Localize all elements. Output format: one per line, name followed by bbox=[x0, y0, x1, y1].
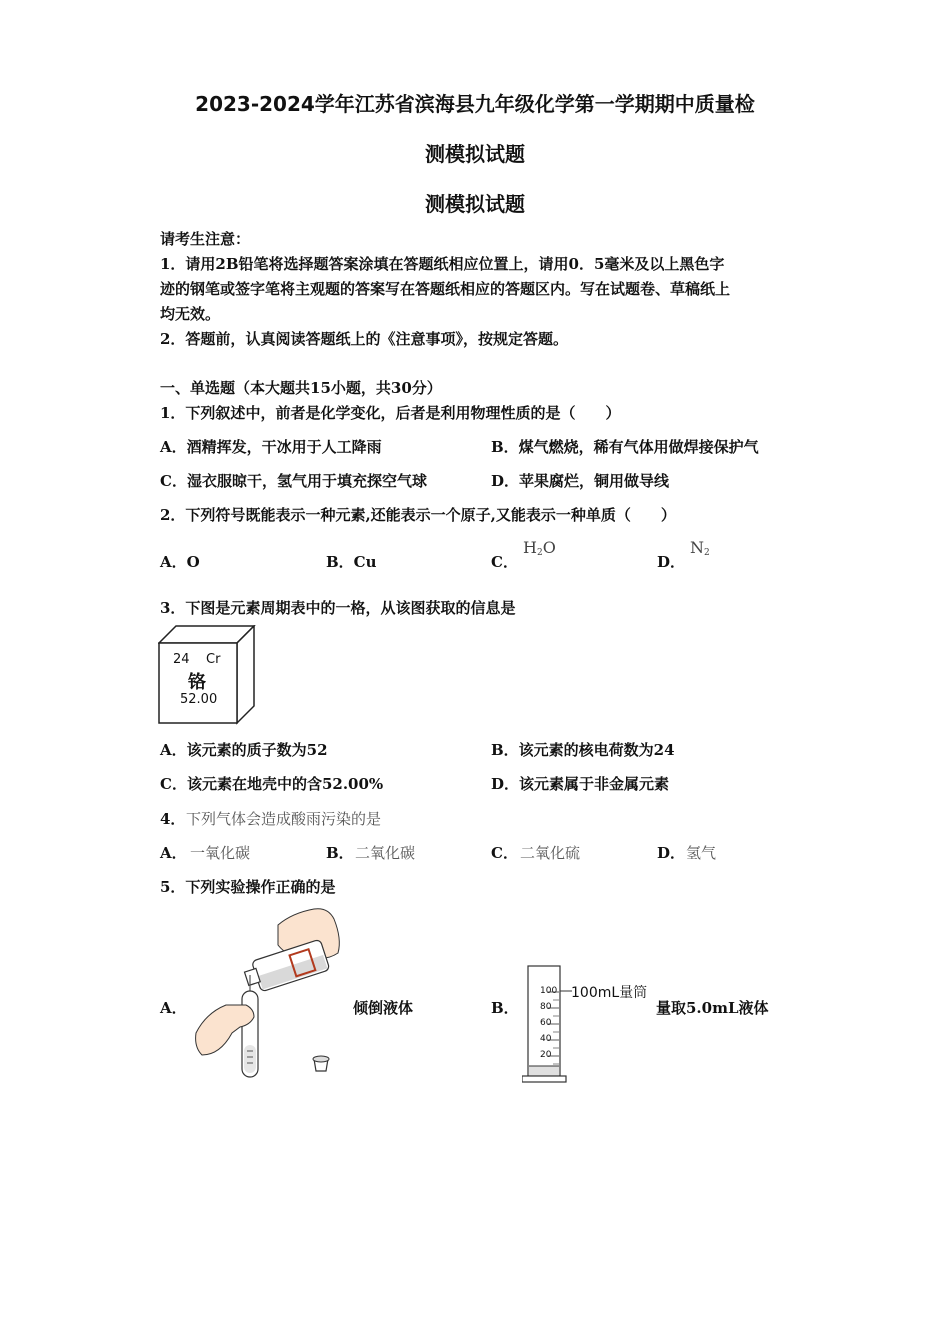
q3-option-c: C．该元素在地壳中的含52.00% bbox=[160, 775, 384, 793]
element-symbol: Cr bbox=[206, 652, 221, 667]
q4-number: 4． bbox=[160, 810, 186, 828]
q3-stem: 3．下图是元素周期表中的一格，从该图获取的信息是 bbox=[160, 599, 516, 617]
q1-option-a: A．酒精挥发，干冰用于人工降雨 bbox=[160, 438, 382, 456]
q4-stem: 下列气体会造成酸雨污染的是 bbox=[186, 810, 382, 828]
q3-option-d: D．该元素属于非金属元素 bbox=[491, 775, 670, 793]
cylinder-label-pointer bbox=[560, 985, 574, 997]
notice-item1-line2: 迹的钢笔或签字笔将主观题的答案写在答题纸相应的答题区内。写在试题卷、草稿纸上 bbox=[160, 280, 731, 298]
q2-option-d-formula: $N_2$ bbox=[690, 538, 710, 558]
q4-option-d-label: D． bbox=[657, 844, 686, 862]
element-cell-side-face bbox=[237, 626, 254, 723]
q4-option-b-label: B． bbox=[326, 844, 354, 862]
cylinder-tick-label: 20 bbox=[540, 1050, 552, 1060]
section-heading: 一、单选题（本大题共15小题，共30分） bbox=[160, 379, 442, 397]
q2-stem: 2．下列符号既能表示一种元素,还能表示一个原子,又能表示一种单质（ ） bbox=[160, 506, 676, 524]
cylinder-tick-label: 40 bbox=[540, 1034, 552, 1044]
pouring-liquid-illustration bbox=[192, 905, 352, 1085]
q4-option-b: 二氧化碳 bbox=[355, 844, 416, 862]
notice-heading: 请考生注意： bbox=[160, 230, 251, 248]
element-atomic-number: 24 bbox=[173, 652, 190, 667]
q2-option-c-formula: $H_2O$ bbox=[523, 538, 556, 558]
element-atomic-mass: 52.00 bbox=[180, 692, 218, 707]
element-cell-figure bbox=[158, 625, 258, 725]
element-name: 铬 bbox=[188, 672, 206, 693]
q2-option-d-label: D． bbox=[657, 553, 686, 571]
q5-option-a-caption: 倾倒液体 bbox=[353, 999, 414, 1017]
q4-option-c: 二氧化硫 bbox=[520, 844, 581, 862]
exam-title-line2: 测模拟试题 bbox=[425, 142, 525, 166]
q4-option-c-label: C． bbox=[491, 844, 518, 862]
cylinder-liquid bbox=[529, 1066, 559, 1075]
q4-option-d: 氢气 bbox=[686, 844, 717, 862]
q5-stem: 5．下列实验操作正确的是 bbox=[160, 878, 336, 896]
q3-option-a: A．该元素的质子数为52 bbox=[160, 741, 328, 759]
q3-option-b: B．该元素的核电荷数为24 bbox=[491, 741, 675, 759]
cylinder-label: 100mL量筒 bbox=[571, 985, 648, 1001]
q2-option-b: B．Cu bbox=[326, 553, 377, 571]
q5-option-a-label: A． bbox=[160, 999, 187, 1017]
q5-option-b-caption: 量取5.0mL液体 bbox=[656, 999, 769, 1017]
exam-title-line1: 2023-2024学年江苏省滨海县九年级化学第一学期期中质量检 bbox=[195, 92, 755, 116]
notice-item2: 2．答题前，认真阅读答题纸上的《注意事项》，按规定答题。 bbox=[160, 330, 568, 348]
q1-option-c: C．湿衣服晾干，氢气用于填充探空气球 bbox=[160, 472, 427, 490]
q1-option-b: B．煤气燃烧，稀有气体用做焊接保护气 bbox=[491, 438, 759, 456]
q4-option-a-label: A． bbox=[160, 844, 187, 862]
cylinder-tick-label: 80 bbox=[540, 1002, 552, 1012]
q2-option-c-label: C． bbox=[491, 553, 518, 571]
q1-option-d: D．苹果腐烂，铜用做导线 bbox=[491, 472, 670, 490]
exam-title-line3: 测模拟试题 bbox=[425, 192, 525, 216]
q1-stem: 1．下列叙述中，前者是化学变化，后者是利用物理性质的是（ ） bbox=[160, 404, 621, 422]
q5-option-b-label: B． bbox=[491, 999, 519, 1017]
q4-option-a: 一氧化碳 bbox=[190, 844, 251, 862]
cylinder-base bbox=[522, 1076, 566, 1082]
cylinder-tick-label: 100 bbox=[540, 986, 558, 996]
cylinder-tick-label: 60 bbox=[540, 1018, 552, 1028]
q2-option-a: A．O bbox=[160, 553, 200, 571]
notice-item1-line3: 均无效。 bbox=[160, 305, 221, 323]
notice-item1-line1: 1．请用2B铅笔将选择题答案涂填在答题纸相应位置上，请用0．5毫米及以上黑色字 bbox=[160, 255, 725, 273]
